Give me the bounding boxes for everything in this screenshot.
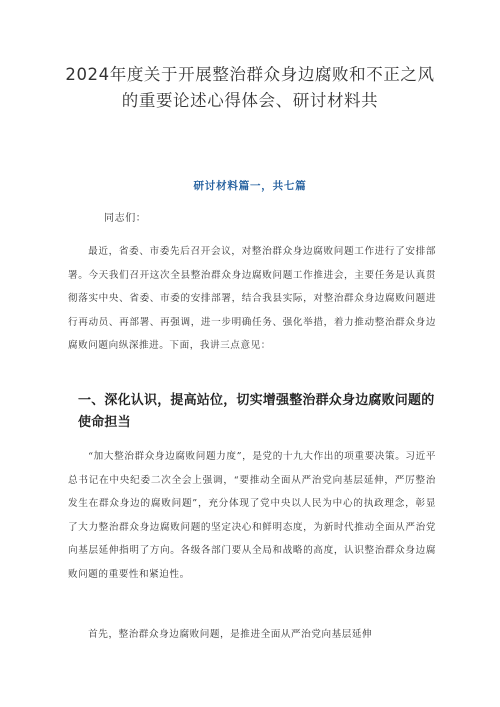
body-paragraph-1: 最近，省委、市委先后召开会议，对整治群众身边腐败问题工作进行了安排部署。今天我们召开这次全县整治群众身边腐败问题工作推进会，主要任务是认真贯彻落实中央、省委、市委的安排部署，结合我县实际，对整治群众身边腐败问题进行再动员、再部署、再强调，进一步明确任务、强化举措，着力推动整治群众身边腐败问题向纵深推进。下面，我讲三点意见： <box>68 246 436 352</box>
body-paragraph-2: “加大整治群众身边腐败问题力度”，是党的十九大作出的项重要决策。习近平总书记在中央纪委二次全会上强调，“要推动全面从严治党向基层延伸，严厉整治发生在群众身边的腐败问题”，充分体现了党中央以人民为中心的执政理念，彰显了大力整治群众身边腐败问题的坚定决心和鲜明态度，为新时代推动全面从严治党向基层延伸指明了方向。各级各部门要从全局和战略的高度，认识整治群众身边腐败问题的重要性和紧迫性。 <box>68 451 436 580</box>
body-paragraph-3: 首先，整治群众身边腐败问题，是推进全面从严治党向基层延伸 <box>88 629 373 640</box>
section-heading: 研讨材料篇一，共七篇 <box>193 180 307 192</box>
sub-heading-1: 一、深化认识，提高站位，切实增强整治群众身边腐败问题的使命担当 <box>78 393 435 430</box>
document-title: 2024年度关于开展整治群众身边腐败和不正之风的重要论述心得体会、研讨材料共 <box>65 65 435 110</box>
salutation: 同志们： <box>104 213 147 224</box>
